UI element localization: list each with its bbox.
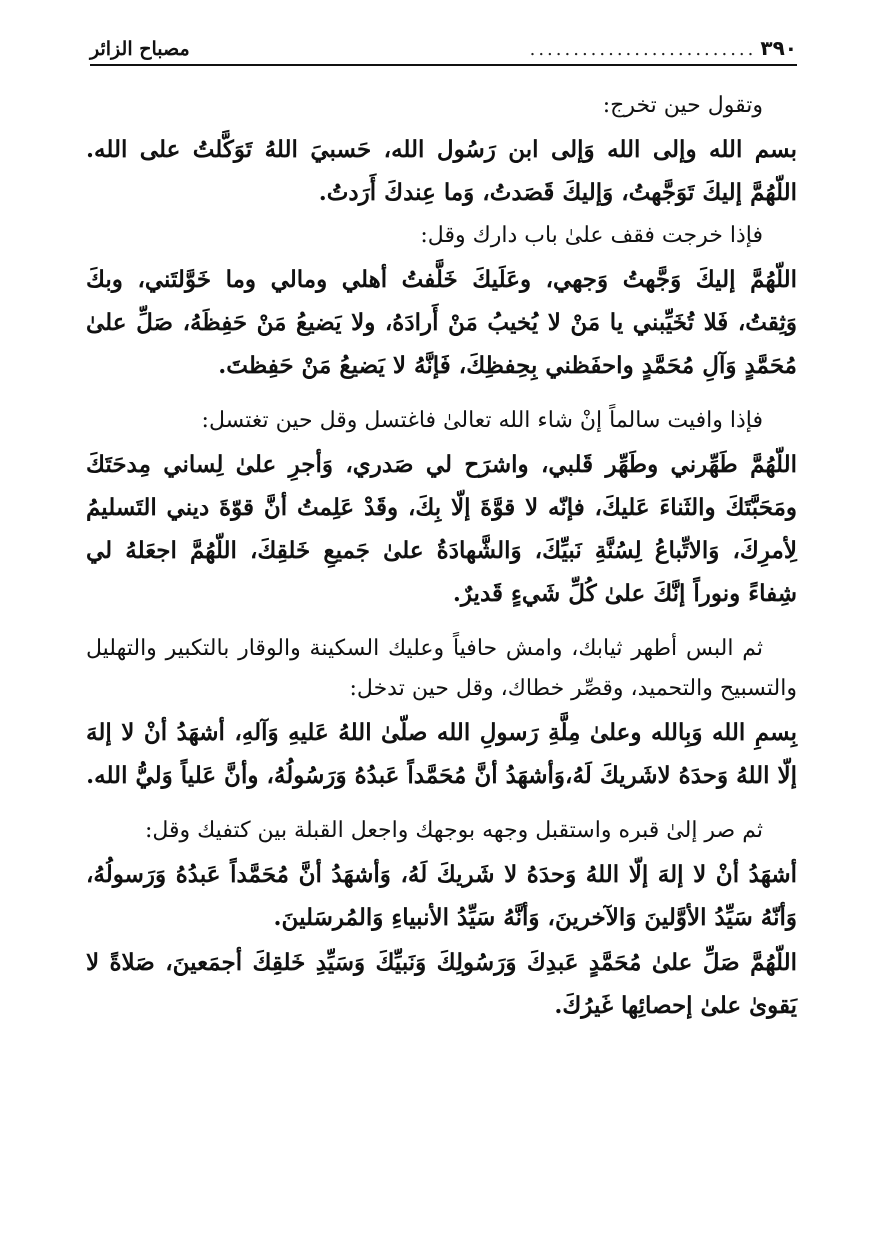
instruction-paragraph: وتقول حين تخرج: xyxy=(602,93,763,118)
instruction-paragraph: فإذا خرجت فقف علىٰ باب دارك وقل: xyxy=(420,223,763,248)
header-page-info xyxy=(530,36,797,60)
prayer-paragraph: اللّهُمَّ طَهِّرني وطَهِّر قَلبي، واشرَح لي صَدري، وَأجرِ علىٰ لِساني مِدحَتَكَ ومَحَبَّتَكَ والثَناءَ عَليكَ، فإنّه لا قوَّةَ إلّا بِكَ، وقَدْ عَلِمتُ أنَّ قوّةَ ديني التَسليمُ لِأمرِكَ، وَالاتِّباعُ لِسُنَّةِ نَبيِّكَ، وَالشَّهادَةُ علىٰ جَميعِ خَلقِكَ، اللّهُمَّ اجعَلهُ لي شِفاءً ونوراً إنَّكَ علىٰ كُلِّ شَيءٍ قَديرٌ. xyxy=(86,451,797,607)
running-header xyxy=(90,30,797,66)
instruction-paragraph: ثم البس أطهر ثيابك، وامش حافياً وعليك السكينة والوقار بالتكبير والتهليل والتسبيح والتحميد، وقصِّر خطاك، وقل حين تدخل: xyxy=(86,636,797,701)
book-title: مصباح الزائر xyxy=(90,38,190,60)
prayer-paragraph: بِسمِ الله وَبِالله وعلىٰ مِلَّةِ رَسولِ الله صلّىٰ اللهُ عَليهِ وَآلهِ، أشهَدُ أنْ لا إلهَ إلّا اللهُ وَحدَهُ لاشَريكَ لَهُ،وَأشهَدُ أنَّ مُحَمَّداً عَبدُهُ وَرَسُولُهُ، وأنَّ عَلياً وَليُّ الله. xyxy=(86,719,797,789)
page-number: ٣٩٠ xyxy=(760,36,797,60)
instruction-paragraph: ثم صر إلىٰ قبره واستقبل وجهه بوجهك واجعل القبلة بين كتفيك وقل: xyxy=(144,818,763,843)
header-leader-dots: .......................... xyxy=(529,39,757,60)
prayer-paragraph: أشهَدُ أنْ لا إلهَ إلّا اللهُ وَحدَهُ لا شَريكَ لَهُ، وَأشهَدُ أنَّ مُحَمَّداً عَبدُهُ وَرَسولُهُ، وَأنّهُ سَيِّدُ الأوَّلينَ وَالآخرينَ، وَأنَّهُ سَيِّدُ الأنبياءِ وَالمُرسَلينَ. xyxy=(86,861,797,931)
prayer-paragraph: اللّهُمَّ صَلِّ علىٰ مُحَمَّدٍ عَبدِكَ وَرَسُولِكَ وَنَبيِّكَ وَسَيِّدِ خَلقِكَ أجمَعينَ، صَلاةً لا يَقوىٰ علىٰ إحصائِها غَيرُكَ. xyxy=(86,949,797,1019)
page-body xyxy=(86,86,797,1027)
prayer-paragraph: اللّهُمَّ إليكَ وَجَّهتُ وَجهي، وعَلَيكَ خَلَّفتُ أهلي ومالي وما خَوَّلتَني، وبكَ وَثِقتُ، فَلا تُخَيِّبني يا مَنْ لا يُخيبُ مَنْ أَرادَهُ، ولا يَضيعُ مَنْ حَفِظَهُ، صَلِّ علىٰ مُحَمَّدٍ وَآلِ مُحَمَّدٍ واحفَظني بِحِفظِكَ، فَإنَّهُ لا يَضيعُ مَنْ حَفِظتَ. xyxy=(86,266,797,379)
instruction-paragraph: فإذا وافيت سالماً إنْ شاء الله تعالىٰ فاغتسل وقل حين تغتسل: xyxy=(201,408,763,433)
prayer-paragraph: بسم الله وإلى الله وَإلى ابن رَسُول الله، حَسبيَ اللهُ تَوَكَّلتُ على الله. اللّهُمَّ إليكَ تَوَجَّهتُ، وَإليكَ قَصَدتُ، وَما عِندكَ أَرَدتُ. xyxy=(86,136,797,206)
